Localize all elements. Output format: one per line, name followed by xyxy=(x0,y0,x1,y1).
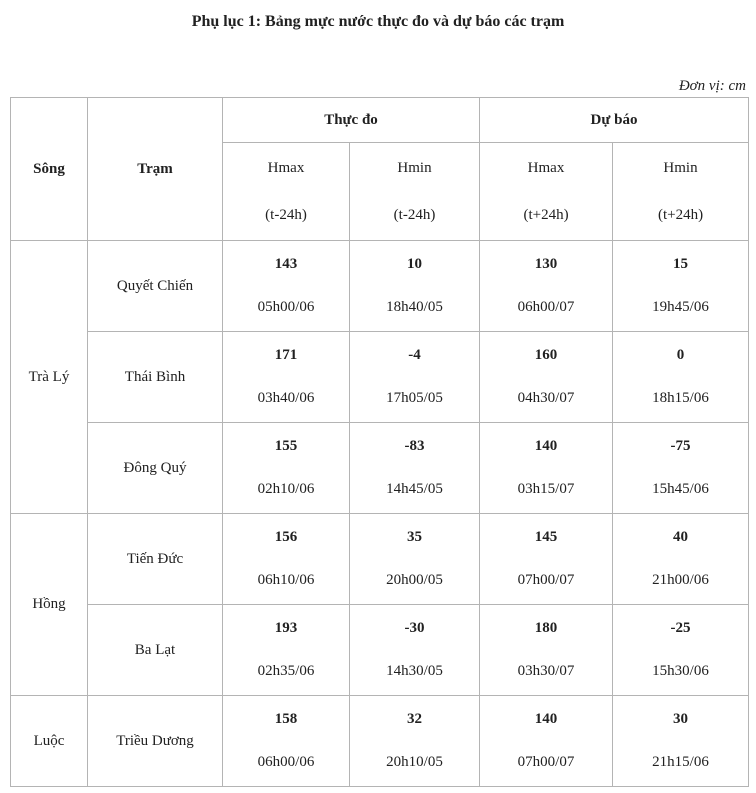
river-name-cell: Hồng xyxy=(11,514,88,696)
measurement-time: 20h00/05 xyxy=(386,572,443,588)
water-level-value: 155 xyxy=(274,438,298,454)
measurement-cell xyxy=(613,241,749,332)
measurement-time: 18h15/06 xyxy=(652,390,709,406)
water-level-table xyxy=(10,97,749,787)
measurement-time: 15h30/06 xyxy=(652,663,709,679)
water-level-value: 140 xyxy=(534,438,558,454)
river-name-cell: Luộc xyxy=(11,696,88,787)
sub-header-label: Hmax xyxy=(527,159,565,176)
measurement-time: 03h15/07 xyxy=(517,481,575,497)
water-level-value: 40 xyxy=(673,529,689,545)
water-level-value: -30 xyxy=(404,620,425,636)
measurement-cell xyxy=(613,332,749,423)
sub-header-period: (t+24h) xyxy=(657,206,704,223)
measurement-cell xyxy=(223,514,350,605)
measurement-cell xyxy=(223,605,350,696)
col-header-song: Sông xyxy=(11,98,88,241)
sub-header-label: Hmax xyxy=(267,159,305,176)
measurement-time: 07h00/07 xyxy=(517,572,575,588)
measurement-cell xyxy=(223,696,350,787)
water-level-value: 143 xyxy=(274,256,298,272)
measurement-cell xyxy=(350,423,480,514)
water-level-value: 10 xyxy=(407,256,422,272)
header-group-row xyxy=(11,98,749,143)
measurement-cell xyxy=(350,332,480,423)
measurement-time: 15h45/06 xyxy=(652,481,709,497)
water-level-value: -4 xyxy=(408,347,421,363)
measurement-cell xyxy=(480,696,613,787)
measurement-cell xyxy=(480,605,613,696)
unit-note: Đơn vị: cm xyxy=(678,78,746,94)
measurement-time: 21h15/06 xyxy=(652,754,709,770)
sub-header-label: Hmin xyxy=(397,159,432,176)
station-name-cell: Quyết Chiến xyxy=(88,241,223,332)
water-level-value: 160 xyxy=(534,347,558,363)
measurement-time: 06h00/07 xyxy=(517,299,575,315)
measurement-time: 14h30/05 xyxy=(386,663,443,679)
col-header-hmax-obs xyxy=(223,143,350,241)
col-header-hmin-fcst xyxy=(613,143,749,241)
measurement-time: 06h00/06 xyxy=(257,754,315,770)
measurement-cell xyxy=(480,332,613,423)
measurement-cell xyxy=(223,332,350,423)
water-level-value: 130 xyxy=(534,256,558,272)
table-row xyxy=(11,514,749,605)
station-name-cell: Triều Dương xyxy=(88,696,223,787)
measurement-time: 14h45/05 xyxy=(386,481,443,497)
measurement-cell xyxy=(350,605,480,696)
water-level-value: -75 xyxy=(670,438,691,454)
table-row xyxy=(11,696,749,787)
measurement-time: 04h30/07 xyxy=(517,390,575,406)
group-header-thuc-do: Thực đo xyxy=(223,98,480,143)
measurement-time: 17h05/05 xyxy=(386,390,443,406)
measurement-time: 18h40/05 xyxy=(386,299,443,315)
measurement-time: 19h45/06 xyxy=(652,299,709,315)
water-level-value: 15 xyxy=(673,256,689,272)
measurement-time: 21h00/06 xyxy=(652,572,709,588)
measurement-cell xyxy=(480,241,613,332)
table-row xyxy=(11,332,749,423)
col-header-tram: Trạm xyxy=(88,98,223,241)
water-level-value: 145 xyxy=(534,529,558,545)
measurement-time: 06h10/06 xyxy=(257,572,315,588)
table-row xyxy=(11,423,749,514)
water-level-value: 0 xyxy=(676,347,685,363)
col-header-hmax-fcst xyxy=(480,143,613,241)
sub-header-label: Hmin xyxy=(663,159,698,176)
station-name-cell: Thái Bình xyxy=(88,332,223,423)
water-level-value: 193 xyxy=(274,620,298,636)
table-row xyxy=(11,241,749,332)
water-level-value: 180 xyxy=(534,620,558,636)
table-row xyxy=(11,605,749,696)
measurement-time: 03h40/06 xyxy=(257,390,315,406)
water-level-value: -83 xyxy=(404,438,425,454)
measurement-time: 20h10/05 xyxy=(386,754,443,770)
water-level-value: -25 xyxy=(670,620,691,636)
measurement-cell xyxy=(613,514,749,605)
station-name-cell: Tiến Đức xyxy=(88,514,223,605)
sub-header-period: (t-24h) xyxy=(265,206,307,223)
water-level-value: 156 xyxy=(274,529,298,545)
sub-header-period: (t-24h) xyxy=(393,206,436,223)
measurement-time: 05h00/06 xyxy=(257,299,315,315)
group-header-du-bao: Dự báo xyxy=(480,98,749,143)
measurement-time: 02h10/06 xyxy=(257,481,315,497)
measurement-cell xyxy=(613,605,749,696)
measurement-cell xyxy=(613,696,749,787)
water-level-value: 171 xyxy=(274,347,298,363)
measurement-time: 02h35/06 xyxy=(257,663,315,679)
measurement-cell xyxy=(350,514,480,605)
measurement-cell xyxy=(350,696,480,787)
water-level-value: 30 xyxy=(673,711,689,727)
sub-header-period: (t+24h) xyxy=(523,206,569,223)
station-name-cell: Ba Lạt xyxy=(88,605,223,696)
water-level-value: 158 xyxy=(274,711,298,727)
station-name-cell: Đông Quý xyxy=(88,423,223,514)
water-level-value: 35 xyxy=(407,529,422,545)
measurement-time: 03h30/07 xyxy=(517,663,575,679)
document-page xyxy=(0,12,756,787)
river-name-cell: Trà Lý xyxy=(11,241,88,514)
measurement-cell xyxy=(223,241,350,332)
col-header-hmin-obs xyxy=(350,143,480,241)
water-level-value: 140 xyxy=(534,711,558,727)
measurement-cell xyxy=(223,423,350,514)
measurement-cell xyxy=(613,423,749,514)
water-level-value: 32 xyxy=(407,711,422,727)
measurement-cell xyxy=(480,514,613,605)
measurement-cell xyxy=(480,423,613,514)
measurement-cell xyxy=(350,241,480,332)
page-title: Phụ lục 1: Bảng mực nước thực đo và dự báo các trạm xyxy=(191,13,565,30)
measurement-time: 07h00/07 xyxy=(517,754,575,770)
